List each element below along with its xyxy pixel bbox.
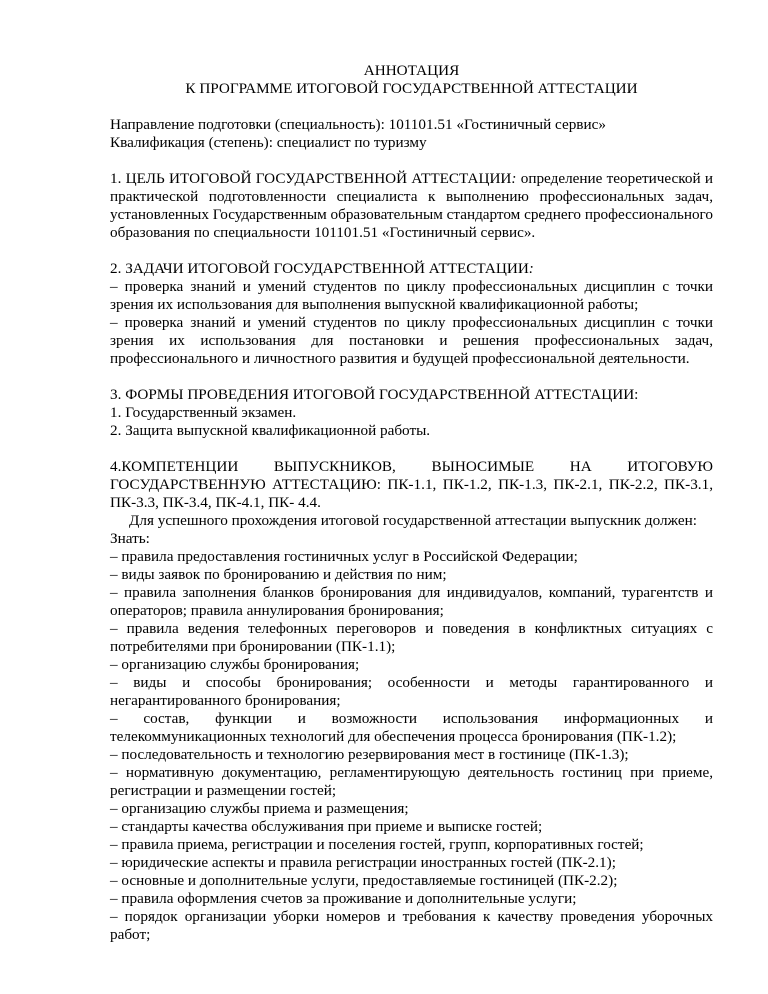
- section-4-heading-word: ВЫПУСКНИКОВ,: [273, 458, 396, 475]
- section-4-heading-line-1: [110, 458, 713, 476]
- know-item: – нормативную документацию, регламентирующую деятельность гостиниц при приеме, регистрации и размещении гостей;: [110, 764, 713, 799]
- section-4-intro: Для успешного прохождения итоговой государственной аттестации выпускник должен:: [129, 512, 697, 529]
- know-item: – виды заявок по бронированию и действия по ним;: [110, 566, 447, 583]
- know-item: – правила заполнения бланков бронирования для индивидуалов, компаний, турагентств и операторов; правила аннулирования бронирования;: [110, 584, 713, 619]
- know-item: – юридические аспекты и правила регистрации иностранных гостей (ПК-2.1);: [110, 854, 616, 871]
- section-4-heading-word: ВЫНОСИМЫЕ: [431, 458, 535, 475]
- section-2-item: – проверка знаний и умений студентов по циклу профессиональных дисциплин с точки зрения их использования для постановки и решения профессиональных задач, профессионального и личностного развития и будущей профессиональной деятельности.: [110, 314, 713, 367]
- section-2-heading-line: [110, 260, 713, 278]
- know-item: – порядок организации уборки номеров и требования к качеству проведения уборочных работ;: [110, 908, 713, 943]
- section-1: [110, 170, 713, 242]
- know-item: – правила ведения телефонных переговоров и поведения в конфликтных ситуациях с потребителями при бронировании (ПК-1.1);: [110, 620, 713, 655]
- section-3-heading: 3. ФОРМЫ ПРОВЕДЕНИЯ ИТОГОВОЙ ГОСУДАРСТВЕННОЙ АТТЕСТАЦИИ:: [110, 386, 639, 403]
- section-3-item: 2. Защита выпускной квалификационной работы.: [110, 422, 431, 439]
- doc-title-line-2: К ПРОГРАММЕ ИТОГОВОЙ ГОСУДАРСТВЕННОЙ АТТЕСТАЦИИ: [185, 80, 638, 97]
- section-4-heading-word: 4.КОМПЕТЕНЦИИ: [110, 458, 239, 475]
- know-item: – стандарты качества обслуживания при приеме и выписке гостей;: [110, 818, 543, 835]
- know-item: – правила предоставления гостиничных услуг в Российской Федерации;: [110, 548, 578, 565]
- know-item: – состав, функции и возможности использования информационных и телекоммуникационных технологий для обеспечения процесса бронирования (ПК-1.2);: [110, 710, 713, 745]
- know-item: – правила приема, регистрации и поселения гостей, групп, корпоративных гостей;: [110, 836, 644, 853]
- know-item: – последовательность и технологию резервирования мест в гостинице (ПК-1.3);: [110, 746, 629, 763]
- know-item: – виды и способы бронирования; особенности и методы гарантированного и негарантированного бронирования;: [110, 674, 713, 709]
- know-item: – организацию службы приема и размещения;: [110, 800, 409, 817]
- qualification-line: Квалификация (степень): специалист по туризму: [110, 134, 427, 151]
- section-2-item: – проверка знаний и умений студентов по циклу профессиональных дисциплин с точки зрения их использования для выполнения выпускной квалификационной работы;: [110, 278, 713, 313]
- section-1-heading: 1. ЦЕЛЬ ИТОГОВОЙ ГОСУДАРСТВЕННОЙ АТТЕСТАЦИИ: [110, 170, 512, 187]
- know-item: – организацию службы бронирования;: [110, 656, 360, 673]
- know-item: – правила оформления счетов за проживание и дополнительные услуги;: [110, 890, 577, 907]
- doc-title-line-1: АННОТАЦИЯ: [363, 62, 460, 79]
- know-item: – основные и дополнительные услуги, предоставляемые гостиницей (ПК-2.2);: [110, 872, 618, 889]
- section-4-heading-word: НА: [569, 458, 592, 475]
- section-3-item: 1. Государственный экзамен.: [110, 404, 297, 421]
- section-4-heading-word: ИТОГОВУЮ: [627, 458, 713, 475]
- know-label: Знать:: [110, 530, 150, 547]
- section-2-heading: 2. ЗАДАЧИ ИТОГОВОЙ ГОСУДАРСТВЕННОЙ АТТЕСТАЦИИ: [110, 260, 529, 277]
- direction-line: Направление подготовки (специальность): 101101.51 «Гостиничный сервис»: [110, 116, 606, 133]
- section-4-heading-rest: ГОСУДАРСТВЕННУЮ АТТЕСТАЦИЮ: ПК-1.1, ПК-1.2, ПК-1.3, ПК-2.1, ПК-2.2, ПК-3.1, ПК-3.3, ПК-3.4, ПК-4.1, ПК- 4.4.: [110, 476, 713, 511]
- section-2-colon: :: [528, 260, 534, 277]
- section-1-text: определение теоретической и практической подготовленности специалиста к выполнению профессиональных задач, установленных Государственным образовательным стандартом среднего профессионального образования по специальности 101101.51 «Гостиничный сервис».: [110, 170, 713, 241]
- section-1-colon: :: [511, 170, 517, 187]
- document-page: [110, 62, 713, 944]
